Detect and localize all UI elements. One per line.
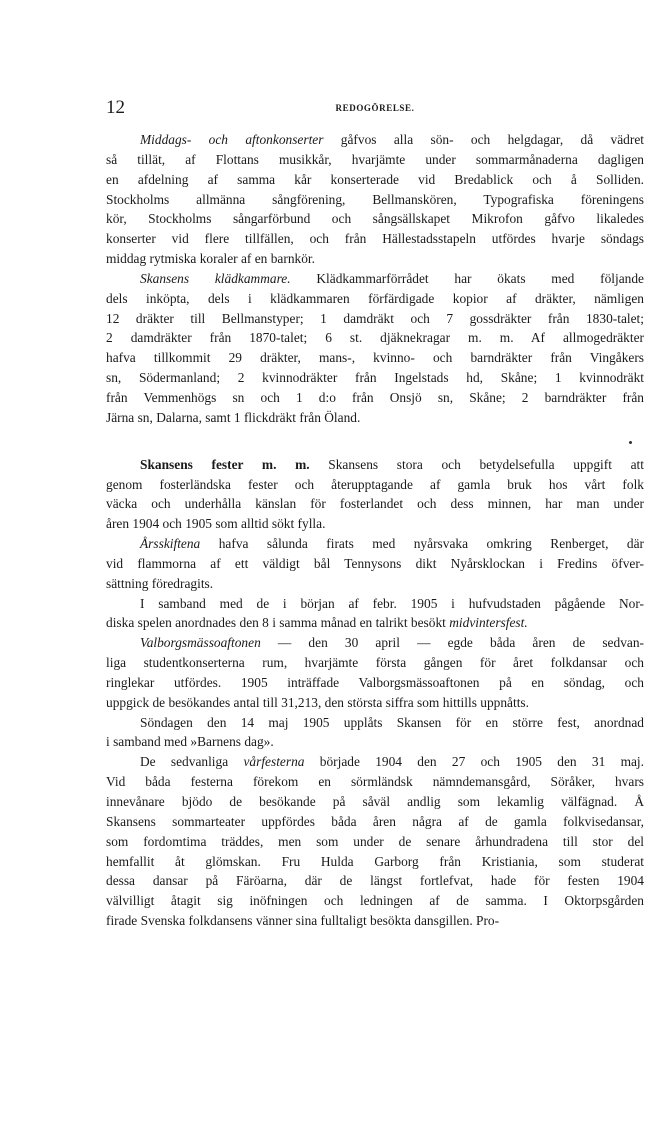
text-segment: Järna sn, Dalarna, samt 1 flickdräkt från Öland.: [106, 409, 361, 425]
text-segment: middag rytmiska koraler af en barnkör.: [106, 251, 315, 267]
paragraph: [106, 594, 644, 634]
text-line: [106, 534, 644, 554]
text-line: [106, 150, 644, 170]
text-line: [106, 812, 644, 832]
text-segment: som fordomtima träddes, men som under de senare århundradena till stor del: [106, 833, 644, 849]
text-segment: 2 damdräkter från 1870-talet; 6 st. djäknekragar m. m. Af allmogedräkter: [106, 330, 644, 346]
text-segment: De sedvanliga: [140, 754, 244, 770]
text-segment: kör, Stockholms sångarförbund och sångsällskapet Mikrofon gåfvo likaledes: [106, 211, 644, 227]
text-segment: åren 1904 och 1905 som alltid sökt fylla.: [106, 516, 326, 532]
text-line: [106, 613, 644, 633]
text-segment: Stockholms allmänna sångförening, Bellmanskören, Typografiska föreningens: [106, 191, 644, 207]
text-segment: — den 30 april — egde båda åren de sedvan-: [260, 635, 644, 651]
text-line: [106, 911, 644, 931]
text-line: [106, 455, 644, 475]
text-segment: började 1904 den 27 och 1905 den 31 maj.: [304, 754, 644, 770]
text-line: [106, 832, 644, 852]
text-segment: dessa dansar på Färöarna, där de längst fortlefvat, hade för festen 1904: [106, 873, 644, 889]
text-line: [106, 494, 644, 514]
text-segment: konserter vid flere tillfällen, och från Hällestadsstapeln utfördes hvarje söndags: [106, 231, 644, 247]
text-line: [106, 673, 644, 693]
text-line: [106, 653, 644, 673]
text-line: [106, 554, 644, 574]
text-line: [106, 170, 644, 190]
text-segment: så tillät, af Flottans musikkår, hvarjämte under sommarmånaderna dagligen: [106, 151, 644, 167]
text-line: [106, 209, 644, 229]
text-segment: hemfallit åt glömskan. Fru Hulda Garborg från Kristiania, som studerat: [106, 853, 644, 869]
text-line: [106, 514, 644, 534]
text-line: [106, 190, 644, 210]
text-line: [106, 752, 644, 772]
text-segment: Klädkammarförrådet har ökats med följande: [290, 270, 644, 286]
text-line: [106, 693, 644, 713]
text-line: [106, 408, 644, 428]
text-segment: diska spelen anordnades den 8 i samma månad en talrikt besökt: [106, 615, 450, 631]
text-line: [106, 229, 644, 249]
text-segment: uppgick de besökandes antal till 31,213, den största siffra som hittills uppnåtts.: [106, 694, 529, 710]
text-segment: gåfvos alla sön- och helgdagar, då vädret: [323, 132, 644, 147]
text-segment: Vid båda festerna förekom en sörmländsk nämndemansgård, Söråker, hvars: [106, 774, 644, 790]
text-line: [106, 130, 644, 150]
text-segment: hafva sålunda firats med nyårsvaka omkring Renberget, där: [200, 536, 644, 552]
text-line: [106, 792, 644, 812]
text-segment: Skansens sommarteater uppfördes båda åren några af de gamla folkvisedansar,: [106, 813, 644, 829]
text-segment: ringlekar utfördes. 1905 inträffade Valborgsmässoaftonen på en söndag, och: [106, 674, 644, 690]
body-text: [106, 130, 644, 931]
text-segment: från Vemmenhögs sn och 1 d:o från Onsjö sn, Skåne; 2 barndräkter från: [106, 389, 644, 405]
stray-dot-mark: [629, 441, 632, 444]
text-line: [106, 348, 644, 368]
text-segment: välvilligt åtagit sig inöfningen och ledningen af de samma. I Oktorpsgården: [106, 893, 644, 909]
text-segment: vid flammorna af ett väldigt bål Tennysons dikt Nyårsklockan i Fredins öfver-: [106, 555, 644, 571]
text-segment: Skansens stora och betydelsefulla uppgift att: [309, 456, 644, 472]
text-line: [106, 475, 644, 495]
text-segment: 12 dräkter till Bellmanstyper; 1 damdräkt och 7 gossdräkter från 1830-talet;: [106, 310, 644, 326]
text-line: [106, 368, 644, 388]
emphasized-text: Middags- och aftonkonserter: [140, 132, 324, 147]
text-segment: liga studentkonserterna rum, hvarjämte första gången för året folkdansar och: [106, 655, 644, 671]
text-segment: sättning föredragits.: [106, 575, 214, 591]
text-line: [106, 891, 644, 911]
text-segment: Söndagen den 14 maj 1905 upplåts Skansen för en större fest, anordnad: [140, 714, 644, 730]
text-line: [106, 594, 644, 614]
text-line: [106, 732, 644, 752]
page-number: 12: [106, 97, 125, 118]
text-line: [106, 269, 644, 289]
text-line: [106, 249, 644, 269]
text-line: [106, 309, 644, 329]
text-line: [106, 713, 644, 733]
text-segment: I samband med de i början af febr. 1905 i hufvudstaden pågående Nor-: [140, 595, 644, 611]
text-line: [106, 852, 644, 872]
text-segment: innevånare bjödo de besökande på såväl andlig som lekamlig välfägnad. Å: [106, 794, 644, 809]
paragraph: [106, 269, 644, 428]
text-segment: i samband med »Barnens dag».: [106, 734, 274, 750]
text-line: [106, 772, 644, 792]
text-line: [106, 289, 644, 309]
emphasized-text: Valborgsmässoaftonen: [140, 635, 261, 651]
paragraph: [106, 455, 644, 534]
text-segment: sn, Södermanland; 2 kvinnodräkter från Ingelstads hd, Skåne; 1 kvinnodräkt: [106, 370, 644, 386]
text-line: [106, 388, 644, 408]
text-line: [106, 871, 644, 891]
paragraph: [106, 713, 644, 753]
paragraph: [106, 633, 644, 712]
page-header: [106, 97, 644, 121]
running-head: REDOGÖRELSE.: [335, 103, 415, 113]
text-line: [106, 328, 644, 348]
text-segment: firade Svenska folkdansens vänner sina fulltaligt besökta dansgillen. Pro-: [106, 913, 500, 929]
paragraph-gap: [106, 428, 644, 455]
paragraph: [106, 130, 644, 269]
text-segment: väcka och underhålla känslan för fosterlandet och dess minnen, har man under: [106, 496, 644, 512]
emphasized-text: Årsskiftena: [140, 536, 201, 552]
emphasized-text: Skansens klädkammare.: [140, 270, 291, 286]
text-segment: hafva tillkommit 29 dräkter, mans-, kvinno- och barndräkter från Vingåkers: [106, 350, 644, 366]
emphasized-text: Skansens fester m. m.: [140, 456, 310, 472]
paragraph: [106, 752, 644, 931]
emphasized-text: midvintersfest.: [449, 615, 528, 631]
text-segment: en afdelning af samma kår konserterade vid Bredablick och å Solliden.: [106, 171, 644, 187]
text-line: [106, 633, 644, 653]
text-segment: genom fosterländska fester och återupptagande af gamla bruk hos vårt folk: [106, 476, 644, 492]
emphasized-text: vårfesterna: [243, 754, 305, 770]
text-line: [106, 574, 644, 594]
paragraph: [106, 534, 644, 594]
text-segment: dels inköpta, dels i klädkammaren förfärdigade kopior af dräkter, nämligen: [106, 290, 644, 306]
